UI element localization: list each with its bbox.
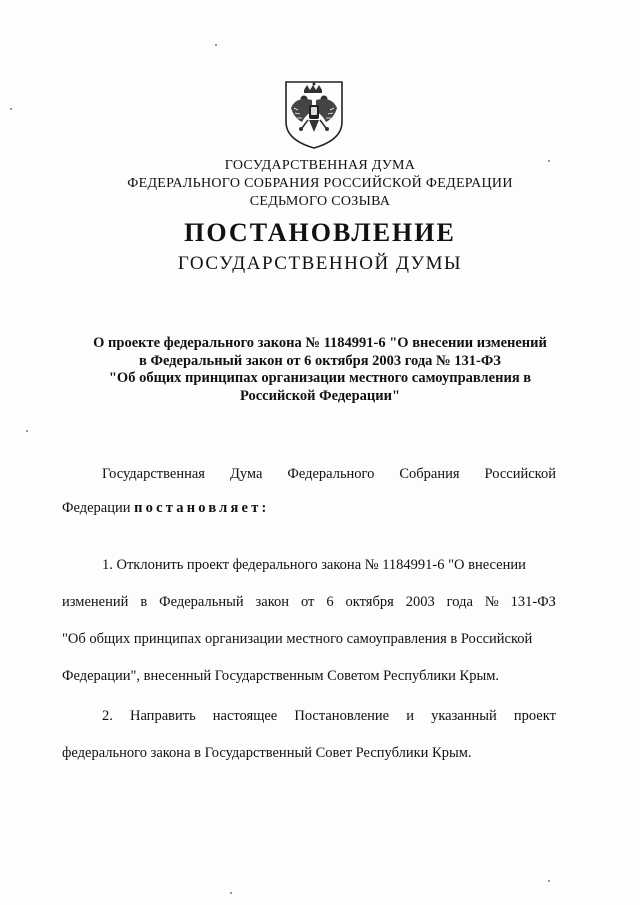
org-name-line-1: ГОСУДАРСТВЕННАЯ ДУМА <box>224 158 416 173</box>
scan-speck <box>548 160 550 162</box>
document-type-title: ПОСТАНОВЛЕНИЕ <box>184 218 456 247</box>
scan-speck <box>215 44 217 46</box>
item1-word: от <box>300 594 315 610</box>
resolves-word: постановляет: <box>134 500 270 516</box>
preamble-word: Российской <box>484 466 556 482</box>
item1-word: Федеральный <box>159 594 244 610</box>
item1-line-2 <box>62 594 556 611</box>
preamble-word: Государственная <box>102 466 205 482</box>
preamble-word: Федерального <box>287 466 375 482</box>
subject-line-4: Российской Федерации" <box>239 387 401 404</box>
scan-speck <box>230 892 232 894</box>
item2-line-1 <box>102 708 556 725</box>
preamble-line-2 <box>62 500 270 517</box>
item1-word: октября <box>345 594 394 610</box>
item2-word: Направить <box>129 708 196 724</box>
item2-word: указанный <box>431 708 497 724</box>
scan-speck <box>548 880 550 882</box>
item2-word: и <box>406 708 414 724</box>
item1-line-3: "Об общих принципах организации местного самоуправления в Российской <box>62 631 533 647</box>
preamble-start: Федерации <box>62 500 135 516</box>
item1-word: закон <box>255 594 290 610</box>
org-name-line-2: ФЕДЕРАЛЬНОГО СОБРАНИЯ РОССИЙСКОЙ ФЕДЕРАЦИИ <box>127 176 513 191</box>
item2-word: проект <box>513 708 556 724</box>
item1-word: 131-ФЗ <box>510 594 556 610</box>
item2-word: 2. <box>102 708 113 724</box>
item1-word: № <box>484 594 499 610</box>
document-subject <box>60 335 580 405</box>
preamble-word: Дума <box>229 466 263 482</box>
scan-speck <box>10 108 12 110</box>
item1-word: изменений <box>62 594 129 610</box>
document-issuer-title: ГОСУДАРСТВЕННОЙ ДУМЫ <box>177 253 463 274</box>
item2-word: Постановление <box>294 708 390 724</box>
preamble-word: Собрания <box>399 466 460 482</box>
item1-line-1: 1. Отклонить проект федерального закона № 1184991-6 "О внесении <box>102 557 526 573</box>
coat-of-arms-icon <box>282 78 346 150</box>
scan-speck <box>26 430 28 432</box>
item1-word: года <box>446 594 473 610</box>
subject-line-2: в Федеральный закон от 6 октября 2003 года № 131-ФЗ <box>139 352 501 369</box>
item2-word: настоящее <box>212 708 278 724</box>
item1-word: 6 <box>326 594 334 610</box>
org-name-line-3: СЕДЬМОГО СОЗЫВА <box>249 194 391 209</box>
item2-line-2: федерального закона в Государственный Совет Республики Крым. <box>62 745 472 761</box>
preamble-line-1 <box>102 466 556 483</box>
item1-word: в <box>140 594 148 610</box>
subject-line-1: О проекте федерального закона № 1184991-6 "О внесении изменений <box>93 335 547 351</box>
item1-word: 2003 <box>405 594 435 610</box>
subject-line-3: "Об общих принципах организации местного самоуправления в <box>108 370 532 386</box>
item1-line-4: Федерации", внесенный Государственным Советом Республики Крым. <box>62 668 500 684</box>
